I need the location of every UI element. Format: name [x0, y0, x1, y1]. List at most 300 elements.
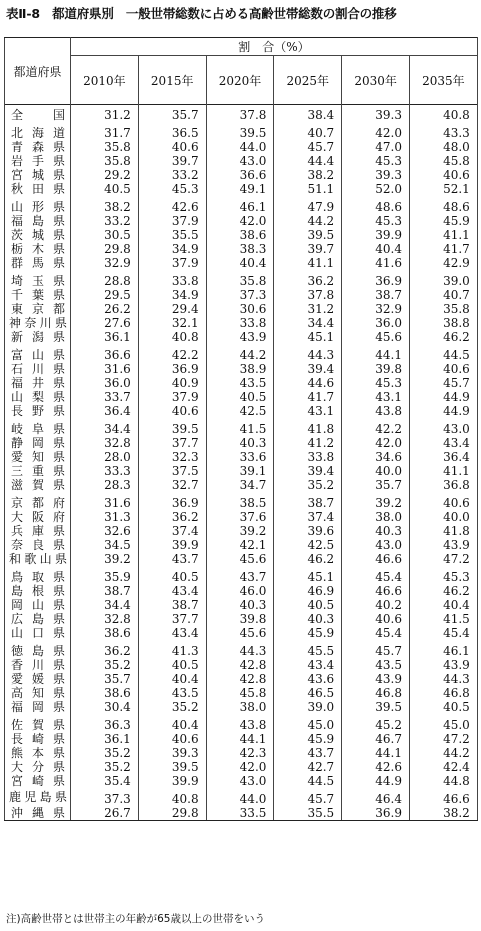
- ratio-cell: 33.5: [206, 806, 274, 821]
- ratio-cell: 45.0: [409, 714, 477, 732]
- table-row: [5, 538, 478, 552]
- ratio-cell: 42.0: [342, 122, 410, 140]
- table-row: [5, 362, 478, 376]
- ratio-cell: 38.6: [206, 228, 274, 242]
- prefecture-name: 栃木県: [5, 242, 71, 256]
- ratio-cell: 44.3: [409, 672, 477, 686]
- ratio-cell: 44.0: [206, 140, 274, 154]
- prefecture-name: 奈良県: [5, 538, 71, 552]
- ratio-cell: 36.9: [138, 492, 206, 510]
- ratio-cell: 38.9: [206, 362, 274, 376]
- ratio-cell: 37.5: [138, 464, 206, 478]
- ratio-cell: 41.1: [409, 228, 477, 242]
- ratio-cell: 40.8: [138, 330, 206, 344]
- ratio-cell: 40.5: [206, 390, 274, 404]
- ratio-cell: 36.2: [138, 510, 206, 524]
- ratio-cell: 45.8: [409, 154, 477, 168]
- ratio-cell: 48.6: [342, 196, 410, 214]
- ratio-cell: 29.4: [138, 302, 206, 316]
- ratio-cell: 46.6: [342, 584, 410, 598]
- table-row: [5, 316, 478, 330]
- prefecture-name: 秋田県: [5, 182, 71, 196]
- ratio-cell: 33.3: [71, 464, 139, 478]
- prefecture-name: 青森県: [5, 140, 71, 154]
- ratio-cell: 37.3: [71, 788, 139, 806]
- ratio-cell: 42.5: [206, 404, 274, 418]
- ratio-cell: 42.0: [206, 214, 274, 228]
- prefecture-name: 大阪府: [5, 510, 71, 524]
- table-row: [5, 376, 478, 390]
- ratio-cell: 36.2: [274, 270, 342, 288]
- ratio-cell: 46.0: [206, 584, 274, 598]
- ratio-cell: 37.9: [138, 214, 206, 228]
- ratio-cell: 36.1: [71, 330, 139, 344]
- ratio-cell: 39.1: [206, 464, 274, 478]
- ratio-cell: 44.5: [274, 774, 342, 788]
- ratio-cell: 37.8: [274, 288, 342, 302]
- ratio-cell: 29.5: [71, 288, 139, 302]
- table-row: [5, 566, 478, 584]
- ratio-cell: 41.6: [342, 256, 410, 270]
- ratio-cell: 43.9: [342, 672, 410, 686]
- prefecture-name: 茨城県: [5, 228, 71, 242]
- ratio-cell: 42.2: [342, 418, 410, 436]
- ratio-cell: 31.2: [274, 302, 342, 316]
- ratio-cell: 26.7: [71, 806, 139, 821]
- ratio-cell: 43.4: [138, 584, 206, 598]
- ratio-cell: 39.3: [138, 746, 206, 760]
- ratio-cell: 45.3: [342, 376, 410, 390]
- ratio-cell: 38.5: [206, 492, 274, 510]
- ratio-cell: 37.4: [274, 510, 342, 524]
- ratio-cell: 41.5: [409, 612, 477, 626]
- ratio-cell: 29.2: [71, 168, 139, 182]
- prefecture-name: 佐賀県: [5, 714, 71, 732]
- ratio-cell: 40.3: [206, 436, 274, 450]
- ratio-cell: 39.6: [274, 524, 342, 538]
- column-header: 2015年: [138, 56, 206, 105]
- ratio-cell: 39.8: [342, 362, 410, 376]
- ratio-cell: 40.6: [409, 362, 477, 376]
- ratio-cell: 45.6: [206, 552, 274, 566]
- ratio-cell: 43.9: [206, 330, 274, 344]
- ratio-cell: 35.2: [71, 746, 139, 760]
- table-row: [5, 714, 478, 732]
- prefecture-name: 石川県: [5, 362, 71, 376]
- ratio-cell: 42.6: [138, 196, 206, 214]
- ratio-cell: 46.2: [409, 330, 477, 344]
- ratio-cell: 35.8: [206, 270, 274, 288]
- ratio-cell: 40.3: [274, 612, 342, 626]
- ratio-cell: 32.1: [138, 316, 206, 330]
- ratio-cell: 36.2: [71, 640, 139, 658]
- ratio-cell: 39.8: [206, 612, 274, 626]
- ratio-cell: 36.9: [342, 270, 410, 288]
- table-row: [5, 478, 478, 492]
- ratio-cell: 42.8: [206, 672, 274, 686]
- ratio-cell: 40.3: [206, 598, 274, 612]
- table-row: [5, 510, 478, 524]
- ratio-cell: 39.5: [206, 122, 274, 140]
- ratio-cell: 36.6: [206, 168, 274, 182]
- ratio-cell: 46.9: [274, 584, 342, 598]
- prefecture-name: 東京都: [5, 302, 71, 316]
- prefecture-name: 愛媛県: [5, 672, 71, 686]
- ratio-cell: 45.7: [274, 788, 342, 806]
- ratio-cell: 42.1: [206, 538, 274, 552]
- prefecture-name: 新潟県: [5, 330, 71, 344]
- table-row: [5, 436, 478, 450]
- ratio-cell: 45.5: [274, 640, 342, 658]
- ratio-cell: 40.5: [274, 598, 342, 612]
- table-row: [5, 524, 478, 538]
- ratio-cell: 46.1: [409, 640, 477, 658]
- table-row: [5, 270, 478, 288]
- ratio-cell: 34.9: [138, 288, 206, 302]
- prefecture-name: 三重県: [5, 464, 71, 478]
- ratio-cell: 35.7: [138, 105, 206, 123]
- ratio-cell: 36.5: [138, 122, 206, 140]
- ratio-cell: 39.2: [71, 552, 139, 566]
- table-row: [5, 122, 478, 140]
- ratio-cell: 43.7: [206, 566, 274, 584]
- ratio-cell: 33.8: [138, 270, 206, 288]
- ratio-cell: 38.2: [274, 168, 342, 182]
- ratio-cell: 40.6: [409, 168, 477, 182]
- ratio-cell: 29.8: [138, 806, 206, 821]
- table-row: [5, 196, 478, 214]
- ratio-cell: 35.9: [71, 566, 139, 584]
- ratio-cell: 44.2: [206, 344, 274, 362]
- ratio-cell: 37.7: [138, 436, 206, 450]
- ratio-cell: 35.2: [138, 700, 206, 714]
- ratio-cell: 45.4: [342, 626, 410, 640]
- ratio-cell: 35.7: [71, 672, 139, 686]
- ratio-cell: 35.2: [71, 760, 139, 774]
- table-row: [5, 788, 478, 806]
- ratio-cell: 40.5: [138, 658, 206, 672]
- ratio-cell: 44.2: [274, 214, 342, 228]
- ratio-cell: 32.3: [138, 450, 206, 464]
- ratio-cell: 31.6: [71, 362, 139, 376]
- ratio-cell: 38.2: [71, 196, 139, 214]
- ratio-cell: 40.6: [409, 492, 477, 510]
- ratio-cell: 42.6: [342, 760, 410, 774]
- ratio-cell: 35.5: [138, 228, 206, 242]
- ratio-cell: 43.0: [206, 154, 274, 168]
- ratio-cell: 46.4: [342, 788, 410, 806]
- ratio-cell: 39.4: [274, 362, 342, 376]
- ratio-cell: 33.6: [206, 450, 274, 464]
- ratio-cell: 38.7: [138, 598, 206, 612]
- ratio-cell: 39.3: [342, 105, 410, 123]
- ratio-cell: 51.1: [274, 182, 342, 196]
- prefecture-name: 山口県: [5, 626, 71, 640]
- prefecture-name: 京都府: [5, 492, 71, 510]
- ratio-cell: 33.7: [71, 390, 139, 404]
- ratio-cell: 31.2: [71, 105, 139, 123]
- ratio-cell: 40.8: [138, 788, 206, 806]
- column-header: 2025年: [274, 56, 342, 105]
- ratio-cell: 42.3: [206, 746, 274, 760]
- ratio-cell: 40.6: [138, 140, 206, 154]
- ratio-cell: 48.6: [409, 196, 477, 214]
- ratio-cell: 29.8: [71, 242, 139, 256]
- ratio-cell: 41.1: [274, 256, 342, 270]
- ratio-cell: 42.7: [274, 760, 342, 774]
- ratio-cell: 38.7: [71, 584, 139, 598]
- prefecture-name: 熊本県: [5, 746, 71, 760]
- ratio-cell: 45.4: [342, 566, 410, 584]
- ratio-cell: 28.0: [71, 450, 139, 464]
- prefecture-name: 宮城県: [5, 168, 71, 182]
- ratio-cell: 39.0: [274, 700, 342, 714]
- ratio-cell: 48.0: [409, 140, 477, 154]
- prefecture-name: 長崎県: [5, 732, 71, 746]
- ratio-cell: 39.3: [342, 168, 410, 182]
- ratio-cell: 43.1: [342, 390, 410, 404]
- ratio-cell: 36.3: [71, 714, 139, 732]
- ratio-cell: 45.3: [342, 154, 410, 168]
- prefecture-name: 香川県: [5, 658, 71, 672]
- prefecture-name: 徳島県: [5, 640, 71, 658]
- prefecture-name: 岡山県: [5, 598, 71, 612]
- ratio-cell: 44.9: [409, 404, 477, 418]
- ratio-cell: 45.9: [274, 626, 342, 640]
- ratio-cell: 37.6: [206, 510, 274, 524]
- ratio-cell: 40.4: [206, 256, 274, 270]
- group-header: 割 合（%）: [71, 38, 478, 56]
- ratio-cell: 44.5: [409, 344, 477, 362]
- column-header: 2010年: [71, 56, 139, 105]
- table-row: [5, 154, 478, 168]
- ratio-cell: 49.1: [206, 182, 274, 196]
- ratio-cell: 45.7: [342, 640, 410, 658]
- ratio-cell: 44.1: [342, 746, 410, 760]
- ratio-cell: 44.8: [409, 774, 477, 788]
- ratio-cell: 39.7: [274, 242, 342, 256]
- prefecture-name: 神奈川県: [5, 316, 71, 330]
- ratio-cell: 52.0: [342, 182, 410, 196]
- prefecture-name: 福岡県: [5, 700, 71, 714]
- table-row: [5, 658, 478, 672]
- column-header: 2020年: [206, 56, 274, 105]
- prefecture-name: 大分県: [5, 760, 71, 774]
- ratio-cell: 36.8: [409, 478, 477, 492]
- ratio-cell: 45.2: [342, 714, 410, 732]
- ratio-cell: 34.6: [342, 450, 410, 464]
- ratio-cell: 39.9: [342, 228, 410, 242]
- ratio-cell: 47.2: [409, 552, 477, 566]
- ratio-cell: 45.7: [409, 376, 477, 390]
- ratio-cell: 39.0: [409, 270, 477, 288]
- ratio-cell: 36.9: [138, 362, 206, 376]
- ratio-cell: 36.4: [409, 450, 477, 464]
- ratio-cell: 34.5: [71, 538, 139, 552]
- ratio-cell: 43.6: [274, 672, 342, 686]
- ratio-cell: 41.3: [138, 640, 206, 658]
- ratio-cell: 43.8: [342, 404, 410, 418]
- ratio-cell: 42.2: [138, 344, 206, 362]
- ratio-cell: 33.8: [274, 450, 342, 464]
- table-row: [5, 302, 478, 316]
- ratio-cell: 45.3: [342, 214, 410, 228]
- ratio-cell: 46.7: [342, 732, 410, 746]
- ratio-cell: 42.8: [206, 658, 274, 672]
- ratio-cell: 43.0: [342, 538, 410, 552]
- ratio-cell: 36.4: [71, 404, 139, 418]
- ratio-cell: 43.9: [409, 658, 477, 672]
- ratio-cell: 40.3: [342, 524, 410, 538]
- ratio-cell: 35.5: [274, 806, 342, 821]
- ratio-cell: 40.9: [138, 376, 206, 390]
- ratio-cell: 32.9: [342, 302, 410, 316]
- ratio-cell: 45.6: [342, 330, 410, 344]
- ratio-cell: 33.8: [206, 316, 274, 330]
- ratio-cell: 43.0: [206, 774, 274, 788]
- ratio-cell: 47.0: [342, 140, 410, 154]
- ratio-cell: 46.2: [409, 584, 477, 598]
- ratio-cell: 32.7: [138, 478, 206, 492]
- table-row: [5, 214, 478, 228]
- ratio-cell: 39.9: [138, 538, 206, 552]
- ratio-cell: 44.1: [206, 732, 274, 746]
- ratio-cell: 43.5: [342, 658, 410, 672]
- prefecture-name: 和歌山県: [5, 552, 71, 566]
- prefecture-name: 高知県: [5, 686, 71, 700]
- ratio-cell: 46.6: [342, 552, 410, 566]
- ratio-cell: 40.0: [409, 510, 477, 524]
- ratio-cell: 44.3: [206, 640, 274, 658]
- ratio-cell: 40.4: [342, 242, 410, 256]
- table-row: [5, 344, 478, 362]
- ratio-cell: 44.9: [342, 774, 410, 788]
- ratio-cell: 38.4: [274, 105, 342, 123]
- ratio-cell: 47.2: [409, 732, 477, 746]
- ratio-cell: 40.6: [138, 732, 206, 746]
- table-row: [5, 626, 478, 640]
- table-row: [5, 168, 478, 182]
- ratio-cell: 35.8: [71, 154, 139, 168]
- ratio-cell: 45.3: [138, 182, 206, 196]
- ratio-cell: 43.0: [409, 418, 477, 436]
- ratio-cell: 45.8: [206, 686, 274, 700]
- ratio-cell: 44.6: [274, 376, 342, 390]
- ratio-cell: 45.9: [274, 732, 342, 746]
- prefecture-name: 全 国: [5, 105, 71, 123]
- ratio-cell: 32.9: [71, 256, 139, 270]
- ratio-cell: 36.9: [342, 806, 410, 821]
- prefecture-name: 岩手県: [5, 154, 71, 168]
- ratio-cell: 38.8: [409, 316, 477, 330]
- ratio-cell: 35.2: [274, 478, 342, 492]
- ratio-cell: 41.1: [409, 464, 477, 478]
- ratio-cell: 37.4: [138, 524, 206, 538]
- ratio-cell: 40.6: [342, 612, 410, 626]
- prefecture-name: 北海道: [5, 122, 71, 140]
- row-header: 都道府県: [5, 38, 71, 105]
- table-row: [5, 105, 478, 123]
- ratio-cell: 27.6: [71, 316, 139, 330]
- ratio-cell: 41.5: [206, 418, 274, 436]
- prefecture-name: 鹿児島県: [5, 788, 71, 806]
- ratio-cell: 39.2: [342, 492, 410, 510]
- table-row: [5, 288, 478, 302]
- ratio-cell: 46.2: [274, 552, 342, 566]
- ratio-cell: 44.9: [409, 390, 477, 404]
- ratio-cell: 46.6: [409, 788, 477, 806]
- ratio-cell: 39.4: [274, 464, 342, 478]
- column-header: 2030年: [342, 56, 410, 105]
- table-row: [5, 140, 478, 154]
- table-row: [5, 760, 478, 774]
- ratio-cell: 38.0: [342, 510, 410, 524]
- prefecture-name: 沖縄県: [5, 806, 71, 821]
- ratio-cell: 41.7: [409, 242, 477, 256]
- ratio-cell: 40.4: [409, 598, 477, 612]
- ratio-cell: 35.8: [71, 140, 139, 154]
- ratio-cell: 40.4: [138, 714, 206, 732]
- ratio-cell: 33.2: [138, 168, 206, 182]
- ratio-cell: 38.7: [274, 492, 342, 510]
- prefecture-name: 兵庫県: [5, 524, 71, 538]
- ratio-cell: 45.4: [409, 626, 477, 640]
- ratio-cell: 32.6: [71, 524, 139, 538]
- footnote: 注)高齢世帯とは世帯主の年齢が65歳以上の世帯をいう: [6, 913, 265, 925]
- table-row: [5, 732, 478, 746]
- ratio-cell: 28.3: [71, 478, 139, 492]
- ratio-cell: 41.7: [274, 390, 342, 404]
- ratio-cell: 36.6: [71, 344, 139, 362]
- ratio-cell: 31.6: [71, 492, 139, 510]
- ratio-cell: 30.5: [71, 228, 139, 242]
- prefecture-name: 長野県: [5, 404, 71, 418]
- ratio-cell: 43.3: [409, 122, 477, 140]
- prefecture-name: 埼玉県: [5, 270, 71, 288]
- ratio-cell: 40.2: [342, 598, 410, 612]
- table-title: 表Ⅱ-8 都道府県別 一般世帯総数に占める高齢世帯総数の割合の推移: [6, 6, 397, 21]
- ratio-cell: 35.2: [71, 658, 139, 672]
- table-row: [5, 774, 478, 788]
- ratio-cell: 32.8: [71, 436, 139, 450]
- ratio-cell: 45.1: [274, 330, 342, 344]
- ratio-cell: 36.1: [71, 732, 139, 746]
- ratio-cell: 37.3: [206, 288, 274, 302]
- ratio-cell: 37.9: [138, 256, 206, 270]
- table-row: [5, 450, 478, 464]
- ratio-cell: 43.7: [274, 746, 342, 760]
- ratio-cell: 43.5: [206, 376, 274, 390]
- table-row: [5, 598, 478, 612]
- prefecture-name: 岐阜県: [5, 418, 71, 436]
- table-row: [5, 612, 478, 626]
- table-row: [5, 418, 478, 436]
- ratio-cell: 43.9: [409, 538, 477, 552]
- ratio-cell: 42.0: [342, 436, 410, 450]
- ratio-cell: 40.6: [138, 404, 206, 418]
- ratio-cell: 42.5: [274, 538, 342, 552]
- ratio-cell: 40.0: [342, 464, 410, 478]
- ratio-cell: 30.6: [206, 302, 274, 316]
- table-row: [5, 182, 478, 196]
- table-row: [5, 584, 478, 598]
- ratio-cell: 31.7: [71, 122, 139, 140]
- ratio-cell: 40.7: [409, 288, 477, 302]
- ratio-cell: 44.1: [342, 344, 410, 362]
- table-row: [5, 404, 478, 418]
- table-row: [5, 686, 478, 700]
- prefecture-name: 群馬県: [5, 256, 71, 270]
